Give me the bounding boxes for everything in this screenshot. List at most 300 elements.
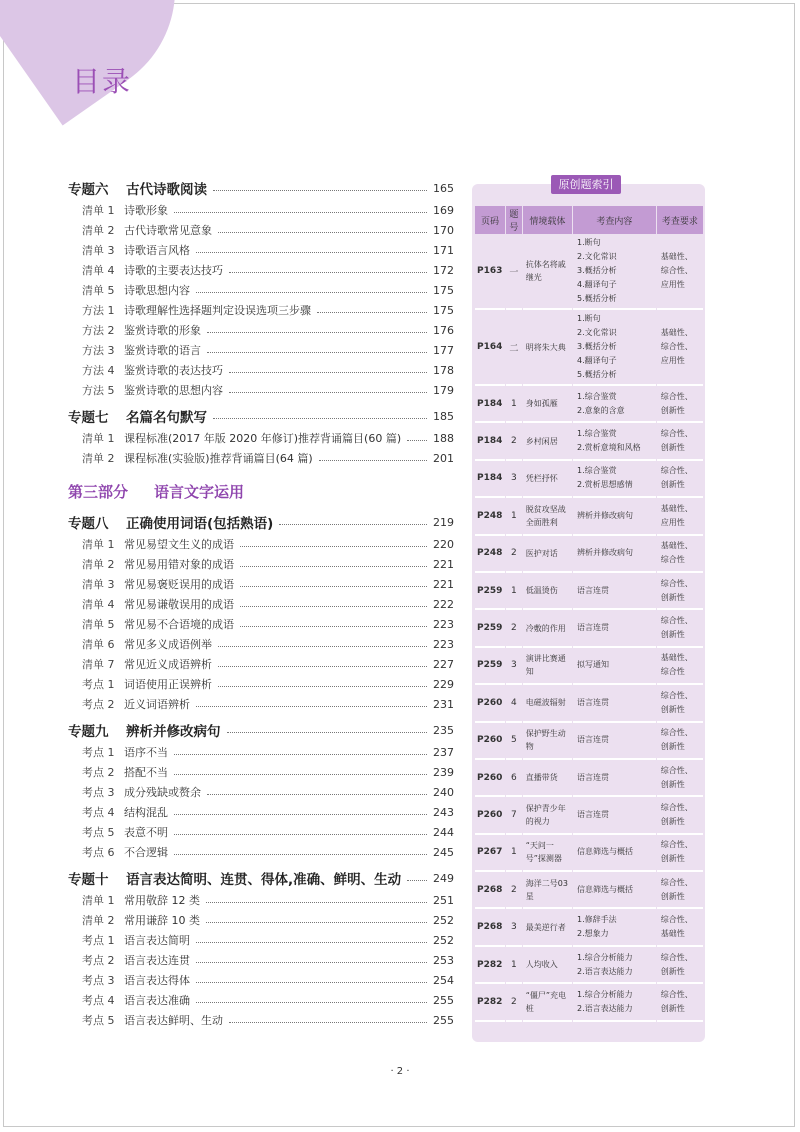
toc-text: 表意不明 <box>124 826 168 839</box>
toc-text: 鉴赏诗歌的语言 <box>124 344 201 357</box>
toc-text: 常用谦辞 10 类 <box>124 914 200 927</box>
req-line: 创新性 <box>660 405 685 415</box>
toc-text: 语言表达鲜明、生动 <box>124 1014 223 1027</box>
toc-text: 诗歌形象 <box>124 204 168 217</box>
toc-page: 165 <box>433 181 454 195</box>
index-row <box>475 498 703 535</box>
toc-entry[interactable] <box>68 448 454 468</box>
index-row <box>475 723 703 760</box>
dot-leader <box>229 372 427 373</box>
toc-label: 清单 4 <box>82 264 115 277</box>
toc-page: 178 <box>433 363 454 377</box>
req-line: 综合性、 <box>660 616 693 626</box>
index-requirement <box>657 947 703 984</box>
index-requirement <box>657 498 703 535</box>
dot-leader <box>407 440 427 441</box>
toc-page: 223 <box>433 617 454 631</box>
index-row <box>475 909 703 946</box>
toc-label: 考点 5 <box>82 826 115 839</box>
toc-label: 方法 5 <box>82 384 115 397</box>
index-content <box>573 872 656 909</box>
req-line: 综合性、 <box>660 877 693 887</box>
index-number: 3 <box>506 909 522 946</box>
index-page: P259 <box>475 648 505 685</box>
req-line: 创新性 <box>660 742 685 752</box>
req-line: 综合性、 <box>660 802 693 812</box>
toc-label: 方法 1 <box>82 304 115 317</box>
index-number: 6 <box>506 760 522 797</box>
content-line: 1.综合鉴赏 <box>577 429 617 439</box>
req-line: 综合性、 <box>660 952 693 962</box>
req-line: 创新性 <box>660 592 685 602</box>
index-requirement <box>657 310 703 386</box>
toc-text: 成分残缺或赘余 <box>124 786 201 799</box>
index-carrier: 身如孤雁 <box>523 386 572 423</box>
index-requirement <box>657 797 703 834</box>
index-requirement <box>657 723 703 760</box>
index-number: 2 <box>506 872 522 909</box>
toc-text: 课程标准(实验版)推荐背诵篇目(64 篇) <box>124 452 313 465</box>
content-line: 3.概括分析 <box>577 342 617 351</box>
toc-entry[interactable] <box>68 694 454 714</box>
toc-entry[interactable] <box>68 674 454 694</box>
content-line: 1.断句 <box>577 314 601 323</box>
dot-leader <box>227 732 428 733</box>
toc-label: 清单 5 <box>82 284 115 297</box>
dot-leader <box>174 774 427 775</box>
index-row <box>475 984 703 1021</box>
index-content <box>573 723 656 760</box>
index-number: 2 <box>506 984 522 1021</box>
toc-page: 177 <box>433 343 454 357</box>
index-row <box>475 947 703 984</box>
toc-label: 专题七 <box>68 410 109 426</box>
toc-label: 方法 3 <box>82 344 115 357</box>
index-page: P163 <box>475 234 505 310</box>
index-row <box>475 648 703 685</box>
toc-text: 常见易用错对象的成语 <box>124 558 234 571</box>
toc-text: 鉴赏诗歌的形象 <box>124 324 201 337</box>
toc-label: 专题九 <box>68 724 109 740</box>
toc-label: 清单 2 <box>82 224 115 237</box>
content-line: 5.概括分析 <box>577 294 617 303</box>
toc-label: 考点 6 <box>82 846 115 859</box>
toc-text: 不合逻辑 <box>124 846 168 859</box>
toc-text: 课程标准(2017 年版 2020 年修订)推荐背诵篇目(60 篇) <box>124 432 402 445</box>
dot-leader <box>317 312 427 313</box>
content-line: 4.翻译句子 <box>577 280 617 289</box>
req-line: 综合性、 <box>660 466 693 476</box>
index-page: P282 <box>475 947 505 984</box>
toc-text: 常见易不合语境的成语 <box>124 618 234 631</box>
dot-leader <box>229 272 427 273</box>
toc-entry[interactable] <box>68 380 454 400</box>
index-page: P184 <box>475 423 505 460</box>
index-requirement <box>657 760 703 797</box>
page-number: · 2 · <box>390 1066 410 1077</box>
toc-page: 221 <box>433 557 454 571</box>
index-page: P282 <box>475 984 505 1021</box>
toc-entry[interactable] <box>68 762 454 782</box>
toc-page: 244 <box>433 825 454 839</box>
toc-entry[interactable] <box>68 220 454 240</box>
toc-text: 常见易褒贬误用的成语 <box>124 578 234 591</box>
dot-leader <box>174 754 427 755</box>
index-carrier: 乡村闲居 <box>523 423 572 460</box>
toc-label: 方法 4 <box>82 364 115 377</box>
toc-text: 鉴赏诗歌的表达技巧 <box>124 364 223 377</box>
index-page: P260 <box>475 723 505 760</box>
toc-entry[interactable] <box>68 594 454 614</box>
dot-leader <box>240 606 427 607</box>
toc-text: 常用敬辞 12 类 <box>124 894 200 907</box>
toc-entry[interactable] <box>68 300 454 320</box>
index-page: P184 <box>475 461 505 498</box>
toc-label: 专题十 <box>68 872 109 888</box>
index-content <box>573 310 656 386</box>
toc-text: 词语使用正误辨析 <box>124 678 212 691</box>
toc-text: 语言表达得体 <box>124 974 190 987</box>
req-line: 创新性 <box>660 891 685 901</box>
dot-leader <box>206 922 427 923</box>
content-line: 3.概括分析 <box>577 266 617 275</box>
req-line: 创新性 <box>660 443 685 453</box>
dot-leader <box>240 546 427 547</box>
dot-leader <box>206 902 427 903</box>
index-number: 7 <box>506 797 522 834</box>
toc-page: 255 <box>433 1013 454 1027</box>
toc-entry[interactable] <box>68 534 454 554</box>
toc-text: 常见易望文生义的成语 <box>124 538 234 551</box>
toc-entry[interactable] <box>68 360 454 380</box>
toc-entry[interactable] <box>68 822 454 842</box>
dot-leader <box>196 962 427 963</box>
index-content <box>573 685 656 722</box>
toc-entry[interactable] <box>68 742 454 762</box>
dot-leader <box>407 880 427 881</box>
index-row <box>475 536 703 573</box>
part-heading <box>68 476 454 506</box>
toc-page: 169 <box>433 203 454 217</box>
toc-entry[interactable] <box>68 260 454 280</box>
index-number: 1 <box>506 835 522 872</box>
index-content <box>573 461 656 498</box>
toc-page: 235 <box>433 723 454 737</box>
index-number: 1 <box>506 947 522 984</box>
dot-leader <box>218 232 427 233</box>
content-line: 2.意象的含意 <box>577 405 625 415</box>
toc-text: 常见近义成语辨析 <box>124 658 212 671</box>
index-requirement <box>657 610 703 647</box>
index-requirement <box>657 984 703 1021</box>
req-line: 应用性 <box>660 356 685 365</box>
content-line: 辨析并修改病句 <box>577 510 634 520</box>
toc-entry[interactable] <box>68 842 454 862</box>
toc-label: 清单 3 <box>82 244 115 257</box>
toc-page: 185 <box>433 409 454 423</box>
toc-text: 古代诗歌常见意象 <box>124 224 212 237</box>
toc-page: 249 <box>433 871 454 885</box>
toc-page: 254 <box>433 973 454 987</box>
toc-label: 清单 1 <box>82 204 115 217</box>
index-carrier: 海洋二号03星 <box>523 872 572 909</box>
index-row <box>475 797 703 834</box>
toc-label: 清单 5 <box>82 618 115 631</box>
toc-label: 清单 2 <box>82 452 115 465</box>
toc-text: 名篇名句默写 <box>126 410 207 426</box>
content-line: 语言连贯 <box>577 623 610 633</box>
index-carrier: 冷敷的作用 <box>523 610 572 647</box>
toc-label: 清单 7 <box>82 658 115 671</box>
dot-leader <box>240 626 427 627</box>
index-carrier: 脱贫攻坚战全面胜利 <box>523 498 572 535</box>
toc-entry[interactable] <box>68 1010 454 1030</box>
toc-label: 清单 1 <box>82 432 115 445</box>
index-carrier: “天问一号”探测器 <box>523 835 572 872</box>
toc-label: 考点 2 <box>82 698 115 711</box>
dot-leader <box>196 942 427 943</box>
toc-label: 考点 5 <box>82 1014 115 1027</box>
index-content <box>573 498 656 535</box>
toc-label: 清单 1 <box>82 894 115 907</box>
part-label: 第三部分 <box>68 482 129 501</box>
index-content <box>573 648 656 685</box>
content-line: 信息筛选与概括 <box>577 847 634 857</box>
req-line: 综合性 <box>660 667 685 677</box>
index-number: 2 <box>506 610 522 647</box>
toc-label: 清单 1 <box>82 538 115 551</box>
index-page: P259 <box>475 610 505 647</box>
index-number: 一 <box>506 234 522 310</box>
toc-entry[interactable] <box>68 240 454 260</box>
toc-topic[interactable] <box>68 866 454 890</box>
toc-label: 考点 1 <box>82 678 115 691</box>
req-line: 基础性、 <box>660 252 693 261</box>
req-line: 应用性 <box>660 517 685 527</box>
req-line: 创新性 <box>660 630 685 640</box>
toc-page: 172 <box>433 263 454 277</box>
dot-leader <box>207 332 427 333</box>
dot-leader <box>207 794 427 795</box>
toc-text: 鉴赏诗歌的思想内容 <box>124 384 223 397</box>
index-content <box>573 760 656 797</box>
toc-label: 考点 4 <box>82 806 115 819</box>
content-line: 5.概括分析 <box>577 370 617 379</box>
toc-entry[interactable] <box>68 890 454 910</box>
toc-label: 考点 3 <box>82 974 115 987</box>
index-page: P164 <box>475 310 505 386</box>
toc-label: 清单 4 <box>82 598 115 611</box>
toc-entry[interactable] <box>68 970 454 990</box>
req-line: 综合性、 <box>660 989 693 999</box>
dot-leader <box>196 1002 427 1003</box>
toc-text: 近义词语辨析 <box>124 698 190 711</box>
toc-entry[interactable] <box>68 802 454 822</box>
index-header: 情境载体 <box>523 206 572 234</box>
toc-topic[interactable] <box>68 176 454 200</box>
index-requirement <box>657 909 703 946</box>
index-carrier: “僵尸”充电桩 <box>523 984 572 1021</box>
dot-leader <box>174 814 427 815</box>
index-requirement <box>657 386 703 423</box>
toc-entry[interactable] <box>68 950 454 970</box>
req-line: 综合性、 <box>660 728 693 738</box>
toc-page: 240 <box>433 785 454 799</box>
index-carrier: 电磁波辐射 <box>523 685 572 722</box>
toc-page: 227 <box>433 657 454 671</box>
toc-label: 专题八 <box>68 516 109 532</box>
toc-entry[interactable] <box>68 990 454 1010</box>
index-page: P268 <box>475 872 505 909</box>
toc-page: 231 <box>433 697 454 711</box>
toc-text: 结构混乱 <box>124 806 168 819</box>
dot-leader <box>240 586 427 587</box>
content-line: 语言连贯 <box>577 772 610 782</box>
req-line: 创新性 <box>660 966 685 976</box>
toc-page: 175 <box>433 303 454 317</box>
toc-page: 219 <box>433 515 454 529</box>
toc-page: 221 <box>433 577 454 591</box>
dot-leader <box>213 418 427 419</box>
index-row <box>475 872 703 909</box>
req-line: 基础性、 <box>660 503 693 513</box>
dot-leader <box>218 666 427 667</box>
index-carrier: 低温烫伤 <box>523 573 572 610</box>
index-number: 二 <box>506 310 522 386</box>
index-content <box>573 536 656 573</box>
index-page: P260 <box>475 797 505 834</box>
index-carrier: 医护对话 <box>523 536 572 573</box>
index-number: 5 <box>506 723 522 760</box>
content-line: 4.翻译句子 <box>577 356 617 365</box>
req-line: 综合性、 <box>660 266 693 275</box>
req-line: 综合性、 <box>660 915 693 925</box>
index-row <box>475 835 703 872</box>
content-line: 2.赏析思想感情 <box>577 480 633 490</box>
index-row <box>475 234 703 310</box>
req-line: 基础性、 <box>660 541 693 551</box>
toc-page: 170 <box>433 223 454 237</box>
index-content <box>573 947 656 984</box>
toc-page: 171 <box>433 243 454 257</box>
index-content <box>573 386 656 423</box>
toc-page: 220 <box>433 537 454 551</box>
index-row <box>475 760 703 797</box>
toc-label: 考点 1 <box>82 746 115 759</box>
toc-text: 搭配不当 <box>124 766 168 779</box>
dot-leader <box>196 982 427 983</box>
content-line: 1.修辞手法 <box>577 915 617 925</box>
index-row <box>475 386 703 423</box>
toc-page: 222 <box>433 597 454 611</box>
req-line: 创新性 <box>660 779 685 789</box>
content-line: 2.想象力 <box>577 929 609 939</box>
toc-entry[interactable] <box>68 654 454 674</box>
content-line: 2.语言表达能力 <box>577 1003 633 1013</box>
index-requirement <box>657 648 703 685</box>
original-question-index <box>474 206 704 1022</box>
index-number: 3 <box>506 461 522 498</box>
req-line: 基础性、 <box>660 328 693 337</box>
dot-leader <box>218 686 427 687</box>
toc-topic[interactable] <box>68 718 454 742</box>
index-row <box>475 423 703 460</box>
toc-entry[interactable] <box>68 574 454 594</box>
toc-text: 诗歌的主要表达技巧 <box>124 264 223 277</box>
index-content <box>573 909 656 946</box>
toc-topic[interactable] <box>68 510 454 534</box>
toc-label: 方法 2 <box>82 324 115 337</box>
toc-label: 清单 2 <box>82 558 115 571</box>
dot-leader <box>174 854 427 855</box>
toc-entry[interactable] <box>68 910 454 930</box>
index-content <box>573 573 656 610</box>
toc-text: 语言表达连贯 <box>124 954 190 967</box>
index-row <box>475 685 703 722</box>
toc-text: 诗歌理解性选择题判定设误选项三步骤 <box>124 304 311 317</box>
toc-topic[interactable] <box>68 404 454 428</box>
index-number: 3 <box>506 648 522 685</box>
toc-label: 考点 3 <box>82 786 115 799</box>
toc-text: 语言表达简明 <box>124 934 190 947</box>
toc-entry[interactable] <box>68 930 454 950</box>
req-line: 创新性 <box>660 854 685 864</box>
index-requirement <box>657 423 703 460</box>
toc-entry[interactable] <box>68 428 454 448</box>
toc-entry[interactable] <box>68 614 454 634</box>
toc-page: 176 <box>433 323 454 337</box>
content-line: 1.综合分析能力 <box>577 952 633 962</box>
toc-entry[interactable] <box>68 782 454 802</box>
dot-leader <box>174 212 427 213</box>
dot-leader <box>229 1022 427 1023</box>
toc-page: 201 <box>433 451 454 465</box>
toc-entry[interactable] <box>68 554 454 574</box>
dot-leader <box>196 292 427 293</box>
req-line: 综合性、 <box>660 391 693 401</box>
index-row <box>475 573 703 610</box>
toc-text: 常见多义成语例举 <box>124 638 212 651</box>
toc-page: 255 <box>433 993 454 1007</box>
toc-entry[interactable] <box>68 320 454 340</box>
dot-leader <box>218 646 427 647</box>
req-line: 应用性 <box>660 280 685 289</box>
index-page: P248 <box>475 498 505 535</box>
content-line: 语言连贯 <box>577 735 610 745</box>
req-line: 创新性 <box>660 480 685 490</box>
req-line: 综合性、 <box>660 342 693 351</box>
index-carrier: 演讲比赛通知 <box>523 648 572 685</box>
index-carrier: 最美逆行者 <box>523 909 572 946</box>
content-line: 信息筛选与概括 <box>577 884 634 894</box>
toc-page: 251 <box>433 893 454 907</box>
toc-label: 考点 4 <box>82 994 115 1007</box>
toc-entry[interactable] <box>68 340 454 360</box>
index-number: 1 <box>506 386 522 423</box>
toc-entry[interactable] <box>68 200 454 220</box>
toc-text: 诗歌语言风格 <box>124 244 190 257</box>
dot-leader <box>196 252 427 253</box>
toc-entry[interactable] <box>68 634 454 654</box>
index-page: P260 <box>475 760 505 797</box>
req-line: 创新性 <box>660 1003 685 1013</box>
index-page: P259 <box>475 573 505 610</box>
toc-entry[interactable] <box>68 280 454 300</box>
index-number: 4 <box>506 685 522 722</box>
toc-label: 考点 2 <box>82 954 115 967</box>
toc-page: 252 <box>433 933 454 947</box>
toc-label: 清单 3 <box>82 578 115 591</box>
